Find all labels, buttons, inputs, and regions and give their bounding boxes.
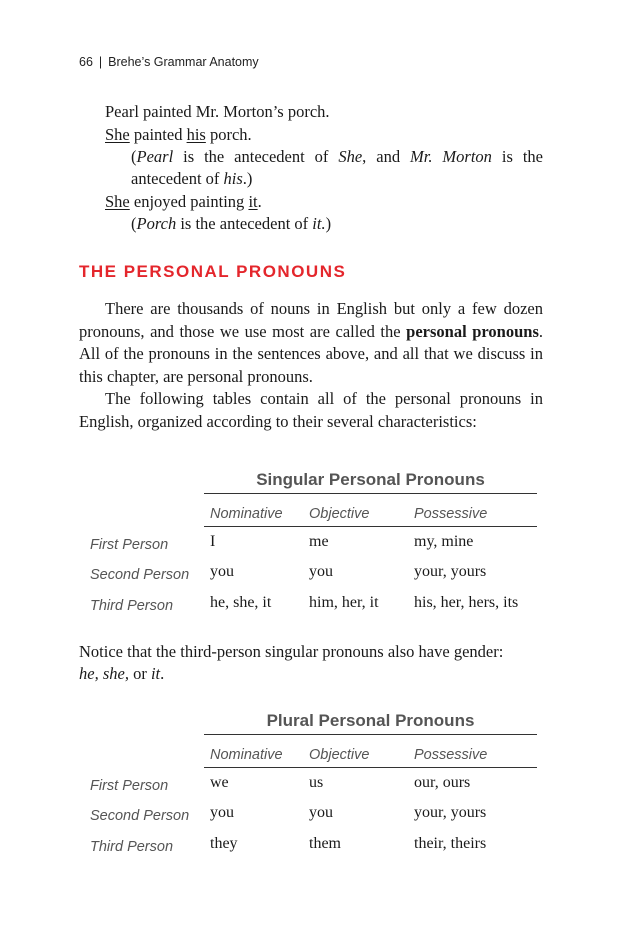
running-header: [79, 55, 259, 69]
table-cell: your, yours: [414, 563, 487, 580]
book-title: Brehe’s Grammar Anatomy: [108, 55, 259, 69]
note-text: (: [131, 147, 137, 166]
column-header-objective: Objective: [309, 747, 370, 763]
table-cell: you: [210, 804, 234, 821]
note-italic: it.: [312, 214, 326, 233]
bold-term: personal pronouns: [406, 321, 539, 341]
antecedent-note-1-line1: [131, 146, 543, 168]
row-label-first-person: First Person: [90, 537, 169, 553]
table-cell: my, mine: [414, 533, 474, 550]
table-title: Singular Personal Pronouns: [204, 470, 537, 494]
underlined-pronoun: She: [105, 125, 130, 144]
row-label-third-person: Third Person: [90, 598, 174, 614]
antecedent-note-1-line2: [131, 168, 252, 190]
note-italic: Mr. Morton: [410, 147, 492, 166]
column-header-possessive: Possessive: [414, 506, 488, 522]
gender-pronoun: it: [150, 664, 161, 683]
table-cell: you: [309, 804, 333, 821]
underlined-pronoun: his: [186, 125, 206, 144]
section-heading: THE PERSONAL PRONOUNS: [79, 262, 347, 281]
note-italic: Porch: [136, 214, 177, 233]
note-text: (: [131, 214, 137, 233]
paragraph-text: There are thousands of nouns in English but only a few dozen pronouns, and those we use most are called the: [79, 299, 543, 341]
column-header-objective: Objective: [309, 506, 370, 522]
row-label-second-person: Second Person: [90, 808, 190, 824]
table-cell: they: [210, 835, 238, 852]
paragraph-text: . All of the pronouns in the sentences above, and all that we discuss in this chapter, are personal pronouns.: [79, 321, 543, 386]
table-cell: me: [309, 533, 329, 550]
sentence-text: .: [257, 192, 262, 211]
column-header-nominative: Nominative: [210, 747, 283, 763]
notice-line-2: [79, 663, 164, 685]
table-cell: I: [210, 533, 216, 550]
table-cell: his, her, hers, its: [414, 594, 519, 611]
table-cell: we: [210, 774, 229, 791]
sentence-text: porch.: [205, 125, 252, 144]
sentence-text: painted: [129, 125, 187, 144]
note-text: is the antecedent of: [173, 147, 339, 166]
note-italic: his: [223, 169, 243, 188]
section-body: [79, 298, 543, 433]
notice-line-1: Notice that the third-person singular pronouns also have gender:: [79, 642, 504, 661]
example-sentence-3: [105, 191, 262, 213]
table-cell: our, ours: [414, 774, 471, 791]
table-cell: you: [210, 563, 234, 580]
table-cell: their, theirs: [414, 835, 487, 852]
header-rule: [204, 526, 537, 527]
note-text: , and: [362, 147, 411, 166]
notice-text: .: [160, 664, 165, 683]
table-cell: them: [309, 835, 341, 852]
paragraph-2: The following tables contain all of the personal pronouns in English, organized according to their several characteristics:: [79, 389, 543, 431]
row-label-third-person: Third Person: [90, 839, 174, 855]
note-italic: She: [338, 147, 363, 166]
sentence-text: enjoyed painting: [129, 192, 249, 211]
table-cell: your, yours: [414, 804, 487, 821]
table-cell: you: [309, 563, 333, 580]
column-header-possessive: Possessive: [414, 747, 488, 763]
table-cell: him, her, it: [309, 594, 379, 611]
header-rule: [204, 767, 537, 768]
note-italic: Pearl: [136, 147, 174, 166]
note-text: antecedent of: [131, 169, 224, 188]
note-text: .): [242, 169, 253, 188]
row-label-second-person: Second Person: [90, 567, 190, 583]
note-text: ): [325, 214, 332, 233]
antecedent-note-2: [131, 213, 331, 235]
column-header-nominative: Nominative: [210, 506, 283, 522]
example-sentence-2: [105, 124, 252, 146]
table-cell: he, she, it: [210, 594, 272, 611]
table-title: Plural Personal Pronouns: [204, 711, 537, 735]
notice-text: or: [128, 664, 151, 683]
row-label-first-person: First Person: [90, 778, 169, 794]
note-text: is the antecedent of: [176, 214, 313, 233]
gender-pronouns: he, she,: [79, 664, 129, 683]
note-text: is the: [491, 147, 543, 166]
table-cell: us: [309, 774, 324, 791]
page-number: 66: [79, 55, 93, 69]
underlined-pronoun: She: [105, 192, 130, 211]
underlined-pronoun: it: [248, 192, 258, 211]
paragraph-1: [79, 298, 543, 388]
header-separator: |: [98, 55, 103, 69]
example-sentence-1: Pearl painted Mr. Morton’s porch.: [105, 102, 330, 121]
